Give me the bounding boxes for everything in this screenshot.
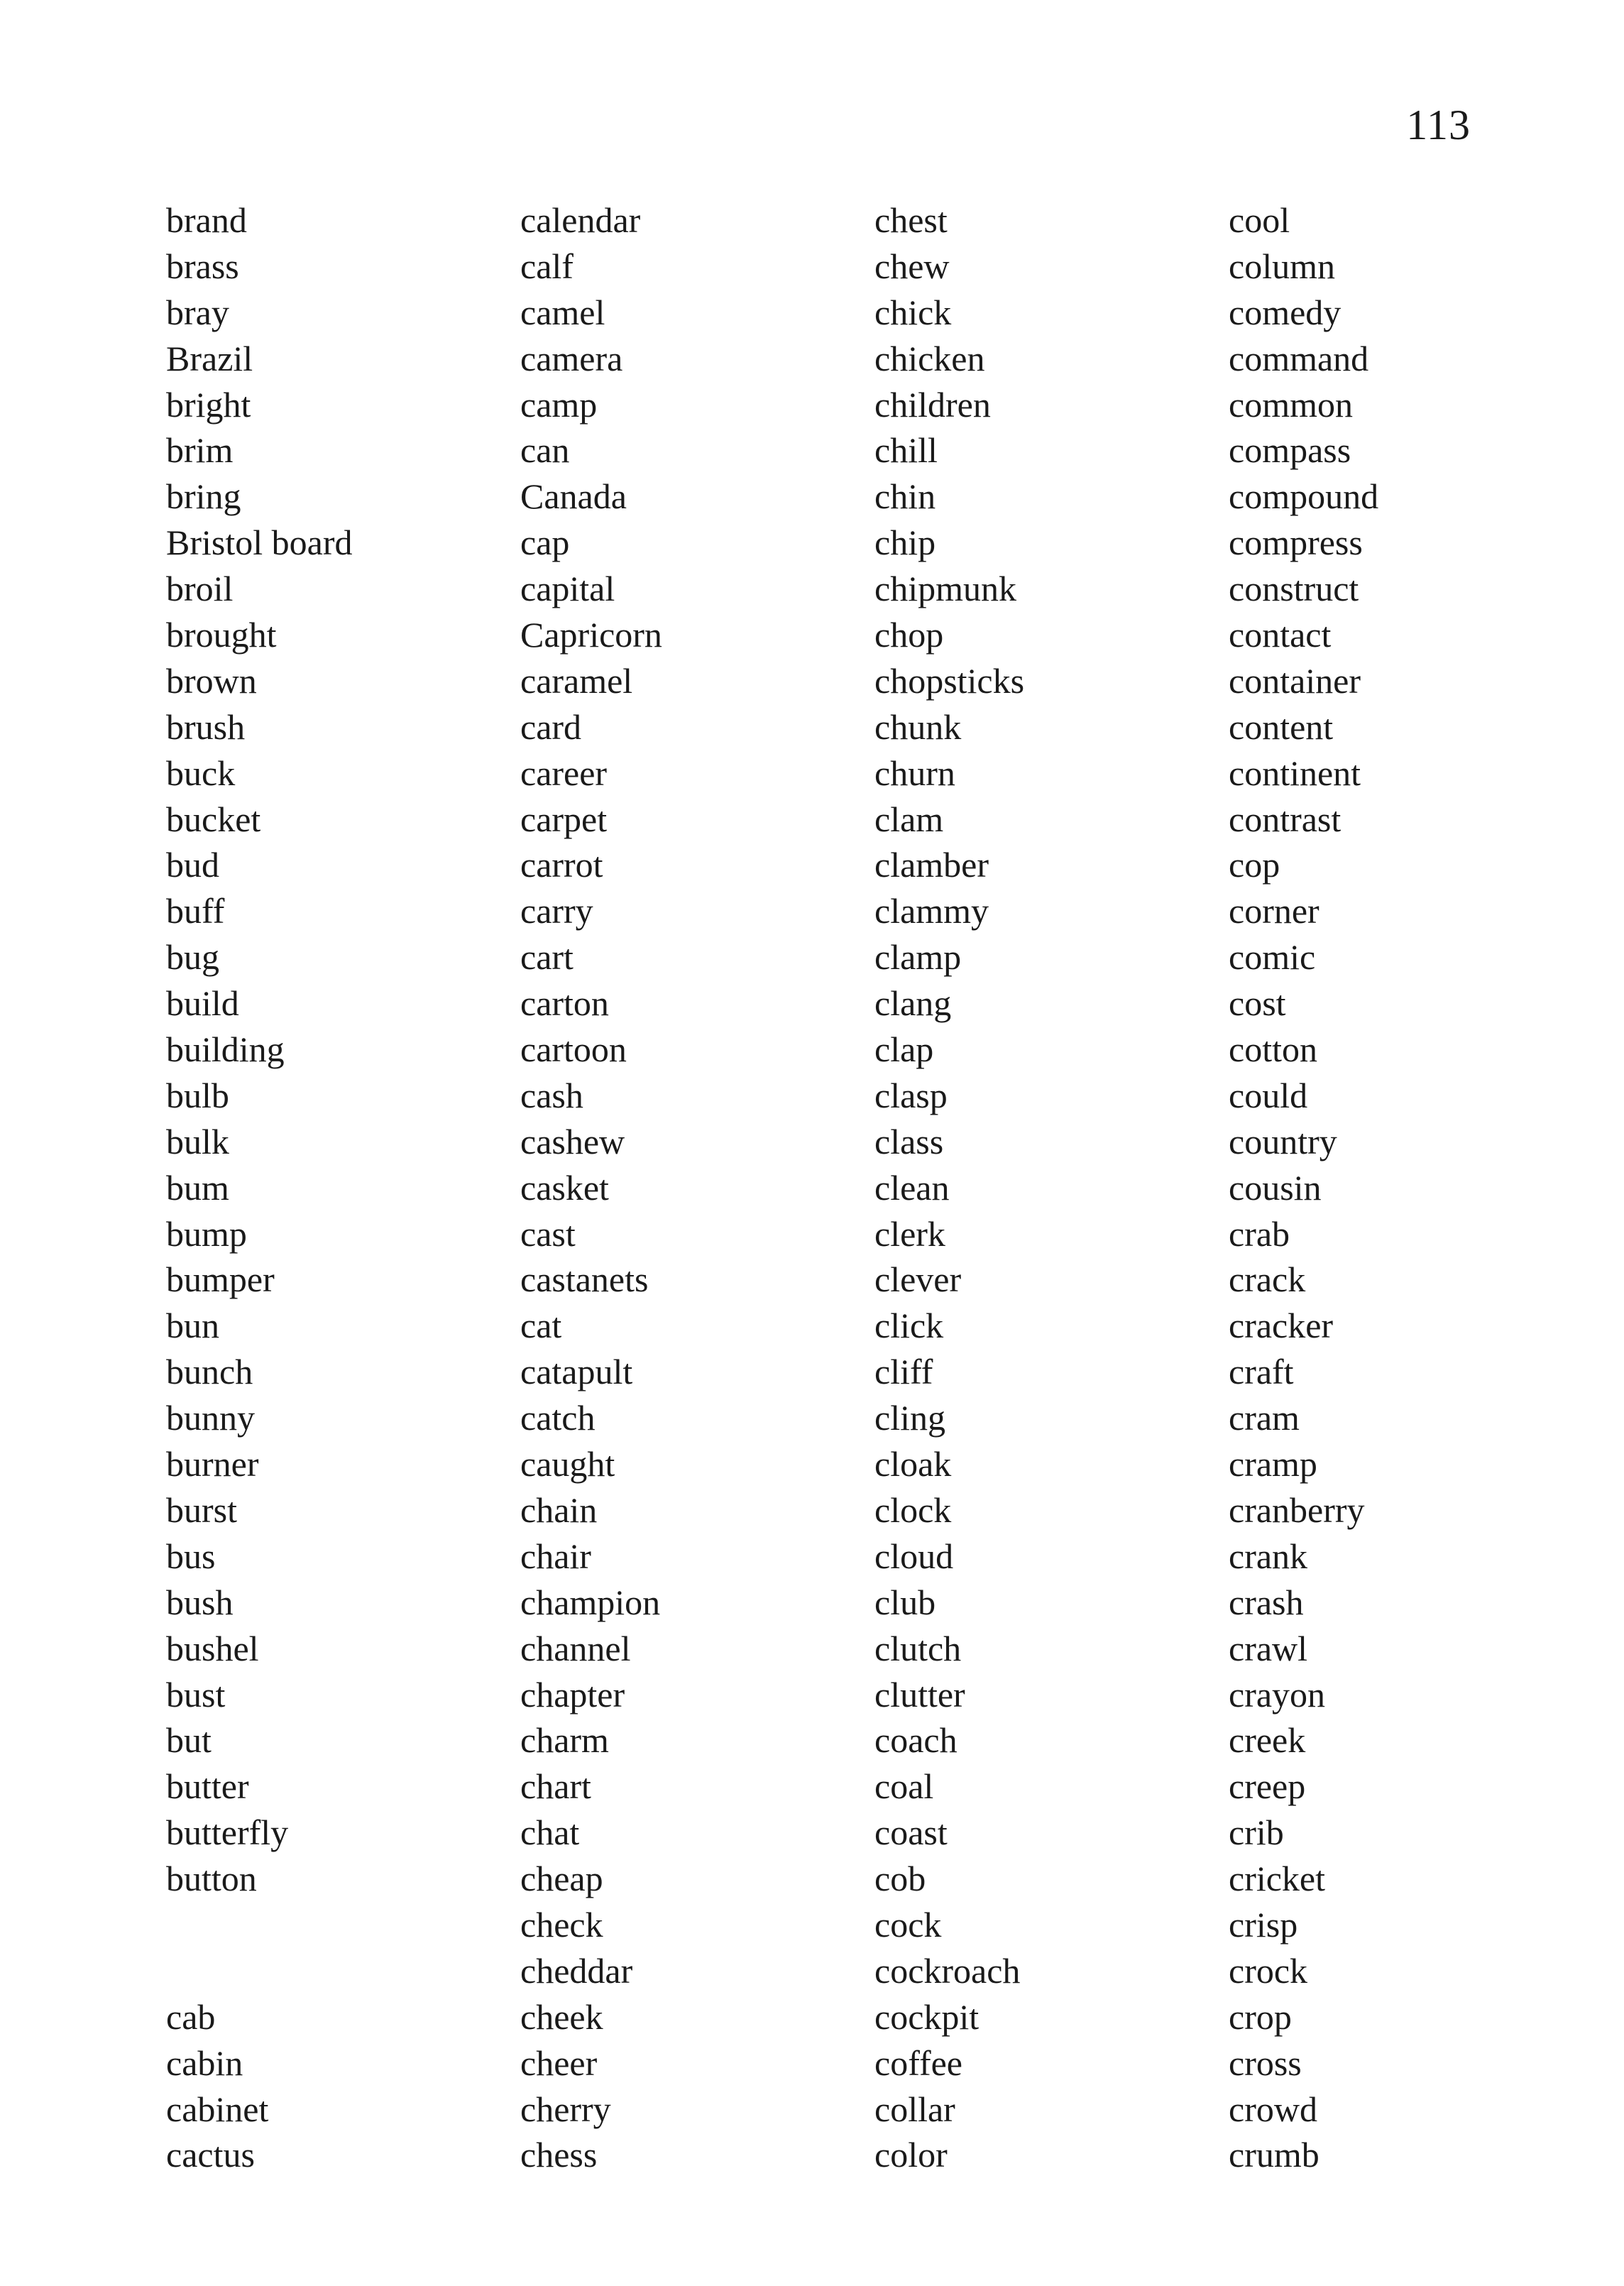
- list-item: cost: [1229, 983, 1286, 1024]
- list-item: brand: [166, 200, 247, 240]
- list-item: brought: [166, 615, 277, 655]
- list-item: camel: [520, 292, 605, 332]
- list-item: card: [520, 706, 582, 747]
- list-item: compound: [1229, 476, 1379, 517]
- list-item: could: [1229, 1075, 1308, 1115]
- list-item: country: [1229, 1121, 1337, 1161]
- list-item: class: [874, 1121, 944, 1161]
- list-item: chip: [874, 523, 936, 563]
- list-item: cotton: [1229, 1029, 1317, 1070]
- list-item: cling: [874, 1398, 945, 1438]
- list-item: Capricorn: [520, 615, 662, 655]
- list-item: brim: [166, 430, 234, 471]
- list-item: burner: [166, 1444, 259, 1484]
- list-item: crop: [1229, 1996, 1292, 2037]
- list-item: cock: [874, 1904, 942, 1945]
- list-item: clammy: [874, 891, 989, 931]
- list-item: crack: [1229, 1259, 1306, 1300]
- list-item: cast: [520, 1213, 576, 1254]
- list-item: caramel: [520, 660, 633, 701]
- list-item: clamp: [874, 937, 962, 978]
- word-column-2: [520, 197, 662, 2178]
- list-item: Brazil: [166, 338, 253, 378]
- list-item: charm: [520, 1720, 609, 1761]
- list-item: chicken: [874, 338, 985, 378]
- list-item: bray: [166, 292, 229, 332]
- list-item: cheek: [520, 1996, 603, 2037]
- list-item: bucket: [166, 799, 261, 839]
- list-item: cross: [1229, 2042, 1302, 2083]
- list-item: craft: [1229, 1352, 1294, 1392]
- list-item: clutter: [874, 1674, 965, 1714]
- list-item: chat: [520, 1812, 580, 1853]
- list-item: cracker: [1229, 1306, 1334, 1346]
- list-item: clam: [874, 799, 944, 839]
- list-item: casket: [520, 1167, 609, 1208]
- list-item: calendar: [520, 200, 641, 240]
- list-item: common: [1229, 384, 1353, 425]
- list-item: crisp: [1229, 1904, 1298, 1945]
- list-item: churn: [874, 753, 955, 793]
- list-item: clever: [874, 1259, 962, 1300]
- list-item: carrot: [520, 845, 603, 885]
- list-item: bunny: [166, 1398, 255, 1438]
- list-item: [166, 1902, 352, 1948]
- list-item: cap: [520, 523, 570, 563]
- list-item: continent: [1229, 753, 1361, 793]
- list-item: bug: [166, 937, 219, 978]
- list-item: Bristol board: [166, 523, 353, 563]
- list-item: chart: [520, 1766, 591, 1807]
- list-item: [166, 1948, 352, 1994]
- list-item: cheer: [520, 2042, 598, 2083]
- list-item: chapter: [520, 1674, 625, 1714]
- list-item: cabin: [166, 2042, 243, 2083]
- list-item: cash: [520, 1075, 583, 1115]
- list-item: cherry: [520, 2089, 611, 2129]
- list-item: club: [874, 1582, 936, 1622]
- list-item: click: [874, 1306, 944, 1346]
- list-item: bun: [166, 1306, 219, 1346]
- list-item: button: [166, 1859, 257, 1899]
- page-number: 113: [1406, 102, 1471, 148]
- list-item: bushel: [166, 1628, 259, 1668]
- list-item: cab: [166, 1996, 216, 2037]
- word-column-4: [1229, 197, 1378, 2178]
- list-item: burst: [166, 1489, 237, 1530]
- list-item: crumb: [1229, 2135, 1320, 2175]
- list-item: cop: [1229, 845, 1280, 885]
- list-item: chop: [874, 615, 944, 655]
- list-item: chest: [874, 200, 948, 240]
- list-item: container: [1229, 660, 1361, 701]
- list-item: cartoon: [520, 1029, 627, 1070]
- list-item: buck: [166, 753, 236, 793]
- list-item: column: [1229, 246, 1335, 286]
- list-item: brass: [166, 246, 239, 286]
- list-item: bumper: [166, 1259, 275, 1300]
- list-item: contrast: [1229, 799, 1342, 839]
- list-item: chopsticks: [874, 660, 1025, 701]
- word-column-3: [874, 197, 1024, 2178]
- list-item: butterfly: [166, 1812, 289, 1853]
- list-item: carry: [520, 891, 593, 931]
- list-item: clamber: [874, 845, 989, 885]
- list-item: cranberry: [1229, 1489, 1365, 1530]
- list-item: camp: [520, 384, 598, 425]
- list-item: carpet: [520, 799, 608, 839]
- list-item: cramp: [1229, 1444, 1317, 1484]
- list-item: cloud: [874, 1536, 954, 1576]
- list-item: crowd: [1229, 2089, 1317, 2129]
- list-item: brown: [166, 660, 257, 701]
- list-item: bust: [166, 1674, 226, 1714]
- list-item: caught: [520, 1444, 615, 1484]
- list-item: champion: [520, 1582, 661, 1622]
- list-item: comic: [1229, 937, 1316, 978]
- list-item: coffee: [874, 2042, 962, 2083]
- list-item: chain: [520, 1489, 598, 1530]
- list-item: chin: [874, 476, 936, 517]
- list-item: build: [166, 983, 239, 1024]
- list-item: cart: [520, 937, 574, 978]
- list-item: color: [874, 2135, 948, 2175]
- list-item: collar: [874, 2089, 955, 2129]
- list-item: bus: [166, 1536, 216, 1576]
- list-item: bud: [166, 845, 219, 885]
- list-item: clap: [874, 1029, 934, 1070]
- list-item: bump: [166, 1213, 247, 1254]
- list-item: coast: [874, 1812, 948, 1853]
- list-item: crank: [1229, 1536, 1308, 1576]
- list-item: crab: [1229, 1213, 1290, 1254]
- list-item: calf: [520, 246, 574, 286]
- list-item: career: [520, 753, 608, 793]
- list-item: clasp: [874, 1075, 948, 1115]
- list-item: Canada: [520, 476, 627, 517]
- list-item: cockroach: [874, 1950, 1021, 1991]
- list-item: clang: [874, 983, 952, 1024]
- list-item: crib: [1229, 1812, 1284, 1853]
- list-item: comedy: [1229, 292, 1342, 332]
- list-item: cockpit: [874, 1996, 980, 2037]
- list-item: command: [1229, 338, 1369, 378]
- list-item: camera: [520, 338, 623, 378]
- list-item: chess: [520, 2135, 598, 2175]
- list-item: clerk: [874, 1213, 945, 1254]
- list-item: coal: [874, 1766, 934, 1807]
- list-item: bulk: [166, 1121, 229, 1161]
- list-item: cabinet: [166, 2089, 269, 2129]
- list-item: cliff: [874, 1352, 933, 1392]
- list-item: chick: [874, 292, 952, 332]
- list-item: cob: [874, 1859, 926, 1899]
- word-column-1: [166, 197, 352, 2178]
- list-item: broil: [166, 569, 234, 609]
- list-item: chew: [874, 246, 950, 286]
- list-item: clean: [874, 1167, 950, 1208]
- list-item: clutch: [874, 1628, 962, 1668]
- list-item: building: [166, 1029, 285, 1070]
- list-item: chill: [874, 430, 938, 471]
- list-item: chunk: [874, 706, 962, 747]
- list-item: compass: [1229, 430, 1351, 471]
- list-item: butter: [166, 1766, 249, 1807]
- list-item: compress: [1229, 523, 1363, 563]
- list-item: cashew: [520, 1121, 625, 1161]
- list-item: catapult: [520, 1352, 633, 1392]
- list-item: crayon: [1229, 1674, 1326, 1714]
- list-item: cram: [1229, 1398, 1300, 1438]
- list-item: bulb: [166, 1075, 229, 1115]
- list-item: construct: [1229, 569, 1359, 609]
- list-item: children: [874, 384, 991, 425]
- list-item: cool: [1229, 200, 1290, 240]
- list-item: cat: [520, 1306, 562, 1346]
- list-item: content: [1229, 706, 1334, 747]
- list-item: bright: [166, 384, 251, 425]
- list-item: carton: [520, 983, 609, 1024]
- list-item: capital: [520, 569, 615, 609]
- list-item: check: [520, 1904, 603, 1945]
- list-item: channel: [520, 1628, 631, 1668]
- list-item: cricket: [1229, 1859, 1326, 1899]
- list-item: cactus: [166, 2135, 255, 2175]
- list-item: crash: [1229, 1582, 1304, 1622]
- list-item: corner: [1229, 891, 1320, 931]
- list-item: chair: [520, 1536, 591, 1576]
- list-item: crock: [1229, 1950, 1308, 1991]
- list-item: crawl: [1229, 1628, 1308, 1668]
- list-item: castanets: [520, 1259, 649, 1300]
- list-item: contact: [1229, 615, 1332, 655]
- list-item: cheap: [520, 1859, 603, 1899]
- list-item: bush: [166, 1582, 234, 1622]
- list-item: chipmunk: [874, 569, 1016, 609]
- list-item: clock: [874, 1489, 952, 1530]
- list-item: coach: [874, 1720, 958, 1761]
- list-item: creep: [1229, 1766, 1306, 1807]
- list-item: catch: [520, 1398, 596, 1438]
- list-item: bunch: [166, 1352, 253, 1392]
- list-item: but: [166, 1720, 212, 1761]
- list-item: bum: [166, 1167, 229, 1208]
- list-item: buff: [166, 891, 225, 931]
- list-item: can: [520, 430, 570, 471]
- list-item: creek: [1229, 1720, 1306, 1761]
- list-item: cheddar: [520, 1950, 633, 1991]
- list-item: cousin: [1229, 1167, 1322, 1208]
- list-item: brush: [166, 706, 246, 747]
- list-item: bring: [166, 476, 241, 517]
- list-item: cloak: [874, 1444, 952, 1484]
